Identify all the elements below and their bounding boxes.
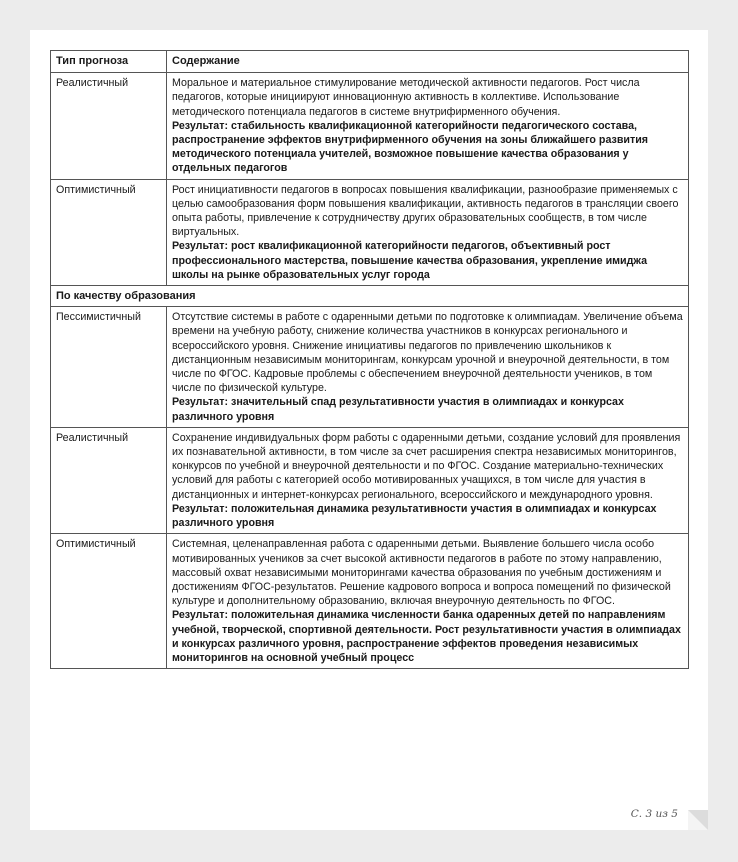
row-result: Результат: значительный спад результативности участия в олимпиадах и конкурсах различного уровня bbox=[172, 396, 624, 423]
row-result: Результат: положительная динамика численности банка одаренных детей по направлениям учебной, творческой, спортивной деятельности. Рост результативности участия в олимпиадах и конкурсах различного уровня, распространение эффектов проведения независимых мониторингов на основной учебный процесс bbox=[172, 609, 681, 664]
row-description: Сохранение индивидуальных форм работы с одаренными детьми, создание условий для проявления их познавательной активности, в том числе за счет расширения спектра независимых мониторингов, конкурсов по учебной и внеурочной деятельности и по ФГОС. Создание материально-технических условий для работы с категорией особо мотивированных учащихся, в том числе для участия в дистанционных и интернет-конкурсах регионального, всероссийского и международного уровня. bbox=[172, 431, 681, 501]
header-type: Тип прогноза bbox=[51, 51, 167, 73]
row-content bbox=[167, 73, 689, 179]
row-content bbox=[167, 179, 689, 285]
row-result: Результат: положительная динамика результативности участия в олимпиадах и конкурсах различного уровня bbox=[172, 502, 657, 530]
section-row bbox=[51, 286, 689, 307]
document-page bbox=[30, 30, 708, 830]
row-description: Системная, целенаправленная работа с одаренными детьми. Выявление большего числа особо мотивированных учеников за счет высокой активности педагогов в работе по этому направлению, массовый охват независимыми мониторингами качества образования по учебным достижениям и достижениям ФГОС-результатов. Решение кадрового вопроса и вопроса помещений по физической культуре и дополнительному образованию, включая внеурочную деятельность по ФГОС. bbox=[172, 538, 671, 608]
row-content bbox=[167, 307, 689, 428]
row-type: Оптимистичный bbox=[51, 179, 167, 285]
page-number: С. 3 из 5 bbox=[630, 808, 678, 820]
row-description: Моральное и материальное стимулирование методической активности педагогов. Рост числа педагогов, которые инициируют инновационную активность в коллективе. Использование методического потенциала педагогов в системе внутрифирменного обучения. bbox=[172, 77, 640, 118]
row-type: Реалистичный bbox=[51, 73, 167, 179]
forecast-table bbox=[50, 50, 689, 669]
table-row bbox=[51, 179, 689, 285]
page-corner-fold bbox=[688, 810, 708, 830]
row-result: Результат: рост квалификационной категорийности педагогов, объективный рост профессионального мастерства, повышение качества образования, укрепление имиджа школы на рынке образовательных услуг города bbox=[172, 240, 648, 281]
table-row bbox=[51, 534, 689, 669]
row-content bbox=[167, 534, 689, 669]
row-type: Оптимистичный bbox=[51, 534, 167, 669]
table-row bbox=[51, 73, 689, 179]
row-description: Рост инициативности педагогов в вопросах повышения квалификации, разнообразие применяемых с целью самообразования форм повышения квалификации, активность педагогов в трансляции своего опыта работы, привлечение к сотрудничеству других образовательных сообществ, в том числе виртуальных. bbox=[172, 183, 679, 239]
row-result: Результат: стабильность квалификационной категорийности педагогического состава, распространение эффектов внутрифирменного обучения на зоны ближайшего развития методического потенциала учителей, возможное повышение качества образования у отдельных педагогов bbox=[172, 119, 649, 175]
row-content bbox=[167, 427, 689, 533]
table-row bbox=[51, 427, 689, 533]
row-type: Пессимистичный bbox=[51, 307, 167, 428]
row-type: Реалистичный bbox=[51, 427, 167, 533]
header-content: Содержание bbox=[167, 51, 689, 73]
row-description: Отсутствие системы в работе с одаренными детьми по подготовке к олимпиадам. Увеличение объема времени на учебную работу, снижение количества участников в конкурсах регионального и всероссийского уровня. Снижение инициативы педагогов по привлечению школьников к дистанционным независимым мониторингам, конкурсам урочной и внеурочной деятельности, в том числе по ФГОС. Кадровые проблемы с обеспечением внеурочной деятельности учеников, в том числе по физической культуре. bbox=[172, 311, 683, 395]
table-row bbox=[51, 307, 689, 428]
table-header-row bbox=[51, 51, 689, 73]
section-title: По качеству образования bbox=[51, 286, 689, 307]
